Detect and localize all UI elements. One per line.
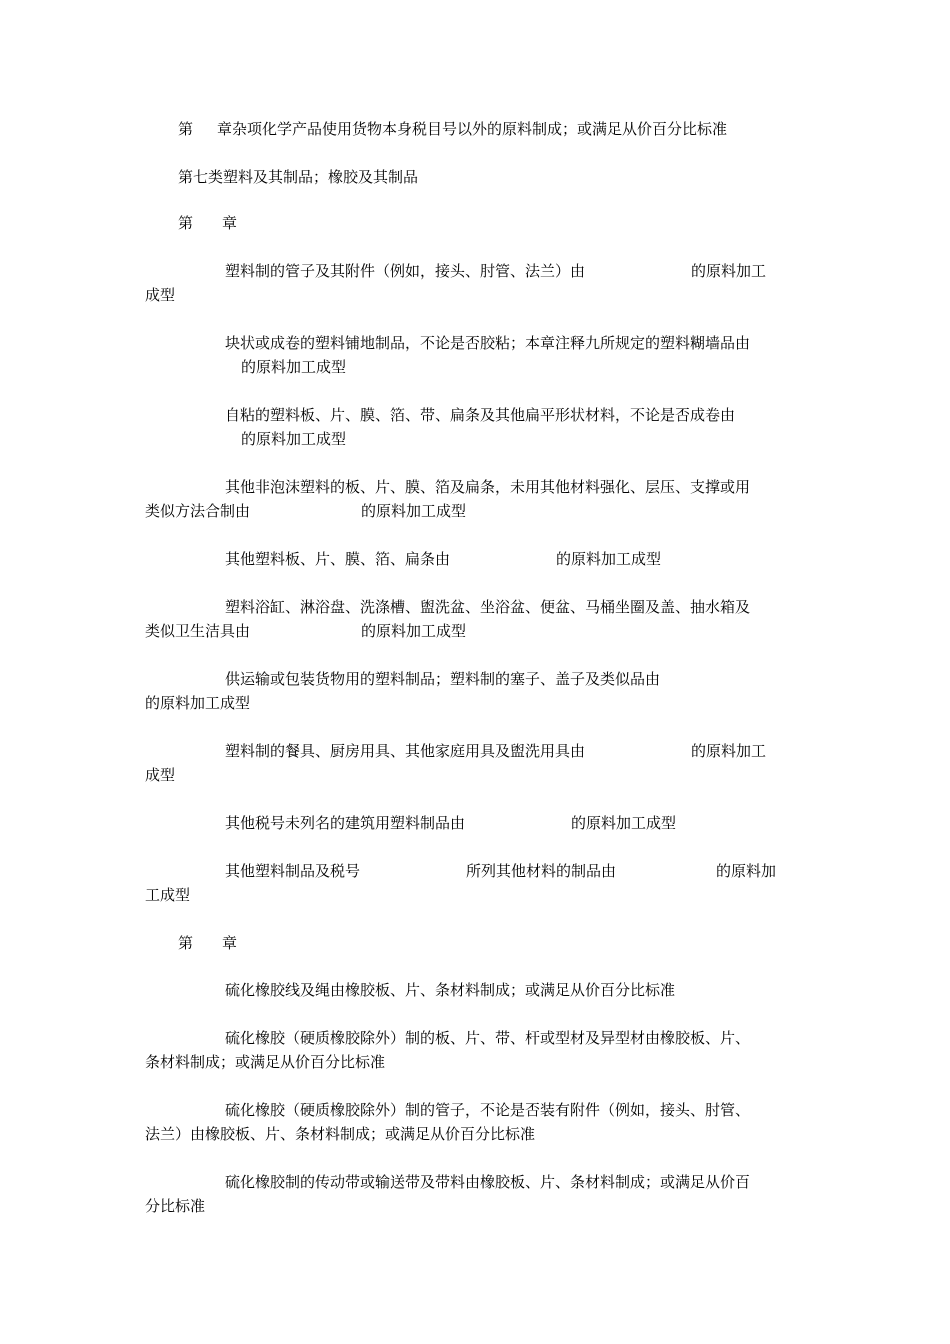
paragraph-line bbox=[225, 550, 661, 568]
text-segment: 的原料加工 bbox=[691, 742, 767, 760]
paragraph-line: 的原料加工成型 bbox=[241, 358, 347, 376]
text-segment: 所列其他材料的制品由 bbox=[466, 862, 617, 880]
paragraph-line bbox=[145, 502, 466, 520]
text-segment: 的原料加工成型 bbox=[361, 622, 467, 640]
text-segment: 的原料加工 bbox=[691, 262, 767, 280]
paragraph-line: 其他非泡沫塑料的板、片、膜、箔及扁条，未用其他材料强化、层压、支撑或用 bbox=[225, 478, 751, 496]
chapter-heading-1 bbox=[178, 120, 727, 138]
paragraph-line bbox=[225, 814, 676, 832]
paragraph-line: 自粘的塑料板、片、膜、箔、带、扁条及其他扁平形状材料，不论是否成卷由 bbox=[225, 406, 736, 424]
text-segment: 塑料制的餐具、厨房用具、其他家庭用具及盥洗用具由 bbox=[225, 742, 586, 760]
section-heading: 第七类塑料及其制品；橡胶及其制品 bbox=[178, 168, 419, 186]
chapter-prefix: 第 bbox=[178, 120, 194, 138]
text-segment: 其他塑料制品及税号 bbox=[225, 862, 361, 880]
paragraph-line: 成型 bbox=[145, 766, 176, 784]
paragraph-line: 硫化橡胶制的传动带或输送带及带料由橡胶板、片、条材料制成；或满足从价百 bbox=[225, 1173, 751, 1191]
paragraph-line: 硫化橡胶线及绳由橡胶板、片、条材料制成；或满足从价百分比标准 bbox=[225, 981, 676, 999]
paragraph-line bbox=[225, 862, 776, 880]
paragraph-line: 条材料制成；或满足从价百分比标准 bbox=[145, 1053, 386, 1071]
text-segment: 塑料制的管子及其附件（例如，接头、肘管、法兰）由 bbox=[225, 262, 586, 280]
chapter-prefix: 第 bbox=[178, 214, 194, 232]
paragraph-line: 分比标准 bbox=[145, 1197, 206, 1215]
text-segment: 其他塑料板、片、膜、箔、扁条由 bbox=[225, 550, 451, 568]
chapter-text: 章杂项化学产品使用货物本身税目号以外的原料制成；或满足从价百分比标准 bbox=[217, 120, 728, 138]
paragraph-line: 的原料加工成型 bbox=[145, 694, 251, 712]
text-segment: 其他税号未列名的建筑用塑料制品由 bbox=[225, 814, 466, 832]
paragraph-line: 硫化橡胶（硬质橡胶除外）制的管子，不论是否装有附件（例如，接头、肘管、 bbox=[225, 1101, 751, 1119]
text-segment: 的原料加工成型 bbox=[556, 550, 662, 568]
paragraph-line: 法兰）由橡胶板、片、条材料制成；或满足从价百分比标准 bbox=[145, 1125, 536, 1143]
paragraph-line bbox=[145, 622, 466, 640]
paragraph-line: 塑料浴缸、淋浴盘、洗涤槽、盥洗盆、坐浴盆、便盆、马桶坐圈及盖、抽水箱及 bbox=[225, 598, 751, 616]
paragraph-line bbox=[225, 262, 766, 280]
paragraph-line: 硫化橡胶（硬质橡胶除外）制的板、片、带、杆或型材及异型材由橡胶板、片、 bbox=[225, 1029, 751, 1047]
paragraph-line: 块状或成卷的塑料铺地制品，不论是否胶粘；本章注释九所规定的塑料糊墙品由 bbox=[225, 334, 751, 352]
text-segment: 的原料加 bbox=[716, 862, 777, 880]
text-segment: 类似卫生洁具由 bbox=[145, 622, 251, 640]
chapter-suffix: 章 bbox=[222, 934, 238, 952]
paragraph-line: 工成型 bbox=[145, 886, 191, 904]
paragraph-line: 成型 bbox=[145, 286, 176, 304]
chapter-heading-2 bbox=[178, 214, 237, 232]
chapter-suffix: 章 bbox=[222, 214, 238, 232]
chapter-heading-3 bbox=[178, 934, 237, 952]
text-segment: 的原料加工成型 bbox=[361, 502, 467, 520]
chapter-prefix: 第 bbox=[178, 934, 194, 952]
paragraph-line: 的原料加工成型 bbox=[241, 430, 347, 448]
paragraph-line bbox=[225, 742, 766, 760]
text-segment: 类似方法合制由 bbox=[145, 502, 251, 520]
text-segment: 的原料加工成型 bbox=[571, 814, 677, 832]
paragraph-line: 供运输或包装货物用的塑料制品；塑料制的塞子、盖子及类似品由 bbox=[225, 670, 661, 688]
